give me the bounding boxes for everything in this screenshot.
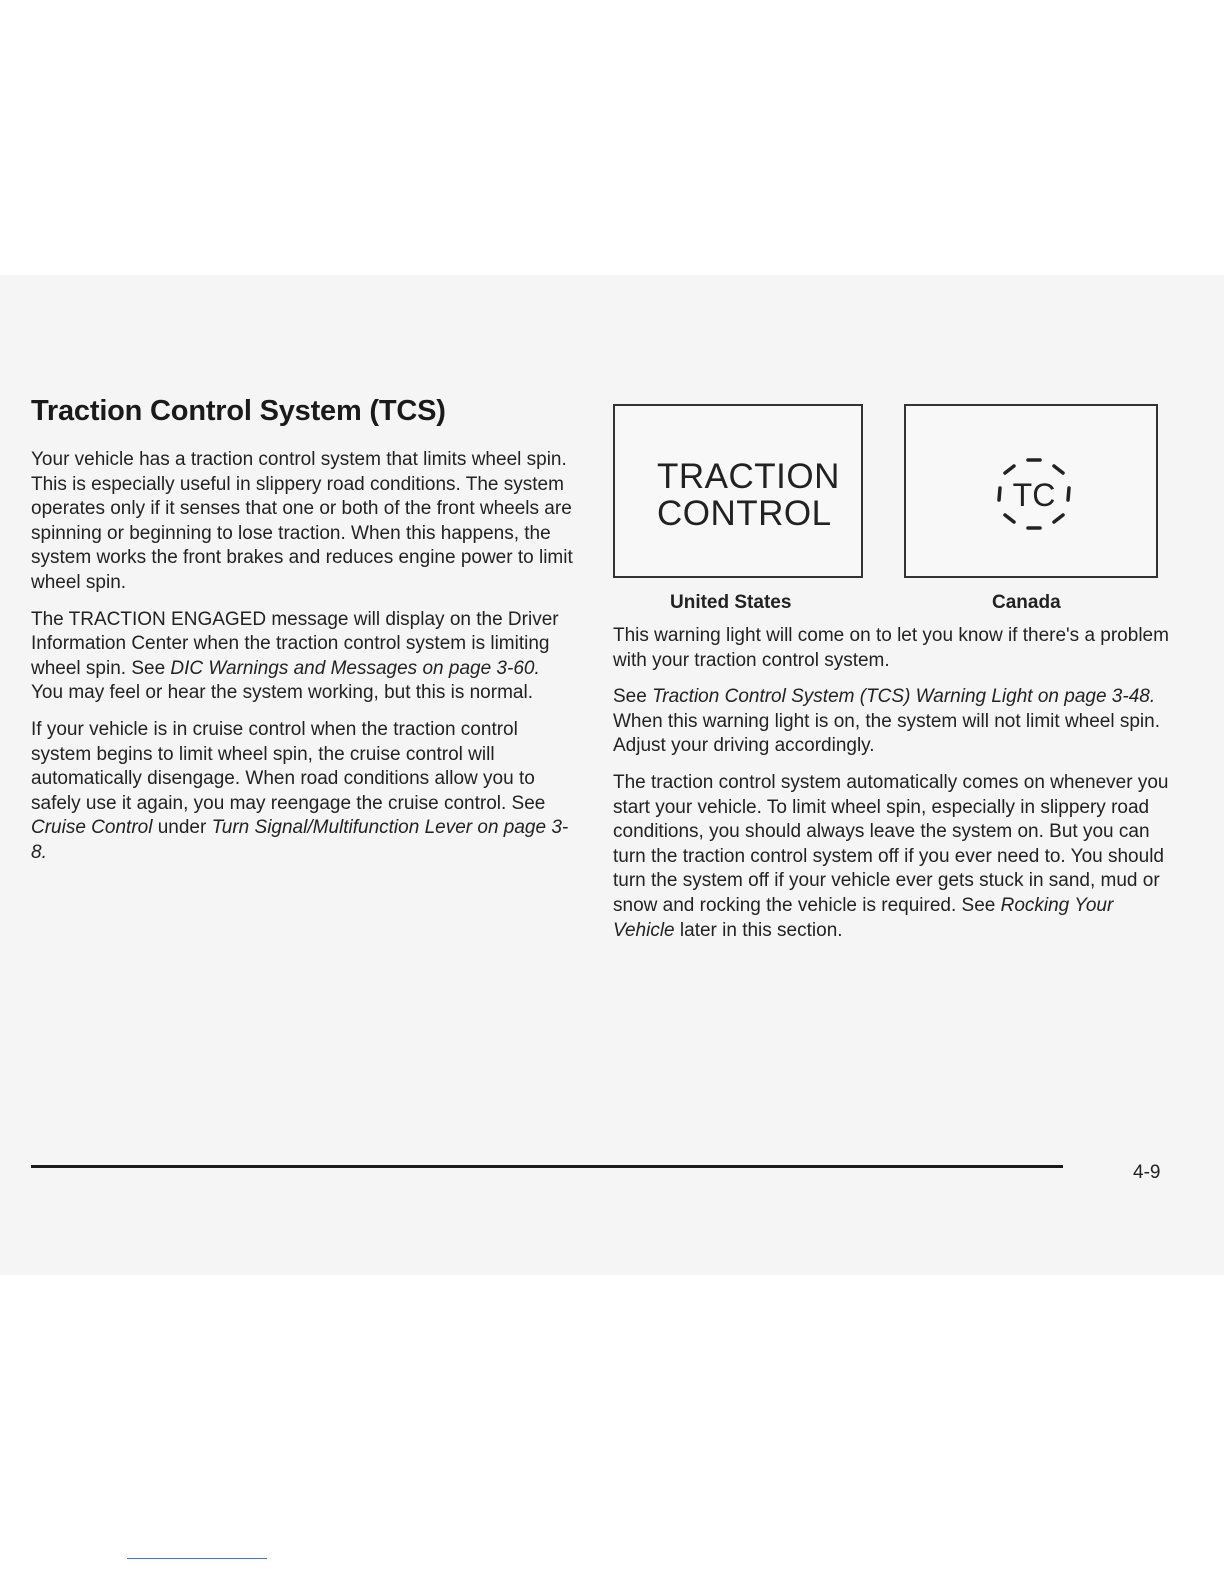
traction-engaged-paragraph (31, 608, 576, 706)
paragraph-text: later in this section. (674, 919, 843, 941)
paragraph-text: If your vehicle is in cruise control when the traction control system begins to limit wheel spin, the cruise control will automatically disengage. When road conditions allow you to safely use it again, you may reengage the cruise control. See (31, 718, 546, 814)
cruise-control-paragraph (31, 718, 576, 866)
canada-warning-light (904, 404, 1158, 578)
paragraph-text: The traction control system automatically comes on whenever you start your vehicle. To limit wheel spin, especially in slippery road conditions, you should always leave the system on. But you can turn the traction control system off if you ever need to. You should turn the system off if your vehicle ever gets stuck in sand, mud or snow and rocking the vehicle is required. See (613, 771, 1169, 916)
bottom-divider (127, 1558, 267, 1559)
rocking-vehicle-reference: Rocking Your Vehicle (613, 894, 1114, 941)
tc-symbol-icon (979, 444, 1089, 544)
us-caption: United States (670, 592, 792, 613)
paragraph-text: You may feel or hear the system working, but this is normal. (31, 682, 533, 704)
warning-light-paragraph: This warning light will come on to let you know if there's a problem with your traction control system. (613, 625, 1169, 671)
paragraph-text: under (152, 817, 212, 839)
turn-signal-lever-reference: Turn Signal/Multifunction Lever on page 3-8. (31, 817, 569, 863)
us-warning-light (613, 404, 863, 578)
warning-light-reference-paragraph (613, 685, 1173, 759)
tcs-intro-paragraph: Your vehicle has a traction control system that limits wheel spin. This is especially useful in slippery road conditions. The system operates only if it senses that one or both of the front wheels are spinning or beginning to lose traction. When this happens, the system works the front brakes and reduces engine power to limit wheel spin. (31, 449, 573, 593)
paragraph-text: When this warning light is on, the system will not limit wheel spin. Adjust your driving accordingly. (613, 710, 1161, 757)
right-column (613, 404, 1173, 955)
traction-word: TRACTION (657, 457, 840, 496)
section-heading: Traction Control System (TCS) (31, 395, 446, 427)
warning-light-figures (613, 404, 1173, 624)
system-on-off-paragraph (613, 771, 1173, 943)
left-column (31, 395, 576, 878)
traction-control-label (657, 458, 840, 532)
canada-caption: Canada (992, 592, 1061, 613)
dic-warnings-reference: DIC Warnings and Messages on page 3-60. (170, 657, 540, 679)
tc-symbol-text: TC (1012, 477, 1056, 513)
control-word: CONTROL (657, 494, 832, 533)
paragraph-text: See (613, 686, 653, 708)
tcs-warning-light-reference: Traction Control System (TCS) Warning Light on page 3-48. (652, 686, 1156, 708)
footer-rule (31, 1165, 1063, 1168)
page-number: 4-9 (1133, 1162, 1161, 1183)
paragraph-text: The TRACTION ENGAGED message will display on the Driver Information Center when the traction control system is limiting wheel spin. See (31, 608, 559, 679)
cruise-control-reference: Cruise Control (31, 817, 153, 839)
